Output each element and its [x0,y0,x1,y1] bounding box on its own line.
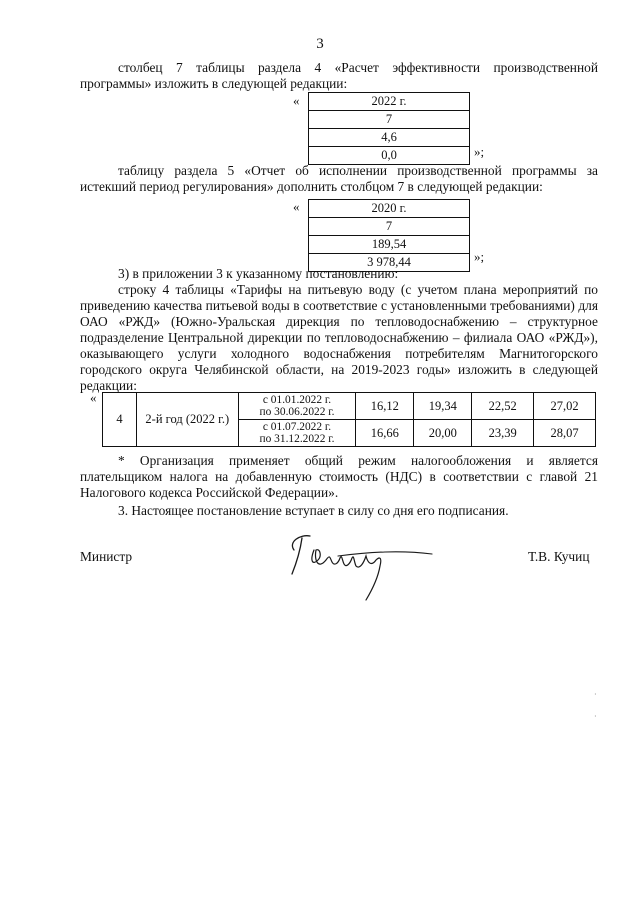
tariff-table [102,392,596,447]
period-start: с 01.07.2022 г. [262,421,332,433]
report-table [308,199,470,272]
scan-mark: · [594,712,597,721]
table1-cell: 2022 г. [309,93,470,111]
paragraph-appendix3: 3) в приложении 3 к указанному постановлению: [118,266,399,281]
table1-close-quote: »; [474,144,485,159]
tariff-value: 23,39 [472,420,534,447]
tariff-value: 27,02 [534,393,596,420]
tariff-value: 16,12 [356,393,414,420]
table2-cell: 189,54 [309,236,470,254]
paragraph-effective-date: 3. Настоящее постановление вступает в силу со дня его подписания. [118,503,509,518]
tariff-year: 2-й год (2022 г.) [136,393,238,447]
tariff-value: 22,52 [472,393,534,420]
period-start: с 01.01.2022 г. [262,394,332,406]
paragraph-section5-report: таблицу раздела 5 «Отчет об исполнении производственной программы за истекший период регулирования» дополнить столбцом 7 в следующей редакции: [80,163,598,194]
tariff-value: 16,66 [356,420,414,447]
tariff-row-number: 4 [103,393,137,447]
table1-cell: 7 [309,111,470,129]
table3-open-quote: « [90,390,97,405]
table2-close-quote: »; [474,249,485,264]
period-end: по 30.06.2022 г. [259,406,335,418]
table1-cell: 0,0 [309,147,470,165]
page-number: 3 [316,36,324,52]
tariff-period [238,420,356,447]
period-end: по 31.12.2022 г. [259,433,335,445]
efficiency-table [308,92,470,165]
tariff-value: 19,34 [414,393,472,420]
table2-cell: 7 [309,218,470,236]
table2-cell: 3 978,44 [309,254,470,272]
tariff-period [238,393,356,420]
table1-open-quote: « [293,93,300,108]
signatory-name: Т.В. Кучиц [528,549,590,564]
table2-open-quote: « [293,199,300,214]
signatory-title: Министр [80,549,133,564]
tariff-value: 20,00 [414,420,472,447]
table1-cell: 4,6 [309,129,470,147]
tariff-value: 28,07 [534,420,596,447]
handwritten-signature [280,520,440,610]
footnote-tax: * Организация применяет общий режим налогообложения и является плательщиком налога на добавленную стоимость (НДС) в соответствии с главой 21 Налогового кодекса Российской Федерации». [80,453,598,500]
table2-cell: 2020 г. [309,200,470,218]
paragraph-tariff-row4: строку 4 таблицы «Тарифы на питьевую воду (с учетом плана мероприятий по приведению качества питьевой воды в соответствие с установленными требованиями) для ОАО «РЖД» (Южно-Уральская дирекция по тепловодоснабжению – структурное подразделение Центральной дирекции по тепловодоснабжению – филиала ОАО «РЖД»), оказывающего услуги холодного водоснабжения потребителям Магнитогорского городского округа Челябинской области, на 2019-2023 годы» изложить в следующей редакции: [80,282,598,393]
paragraph-column7-section4: столбец 7 таблицы раздела 4 «Расчет эффективности производственной программы» изложить в следующей редакции: [80,60,598,91]
scan-mark: · [594,690,597,699]
